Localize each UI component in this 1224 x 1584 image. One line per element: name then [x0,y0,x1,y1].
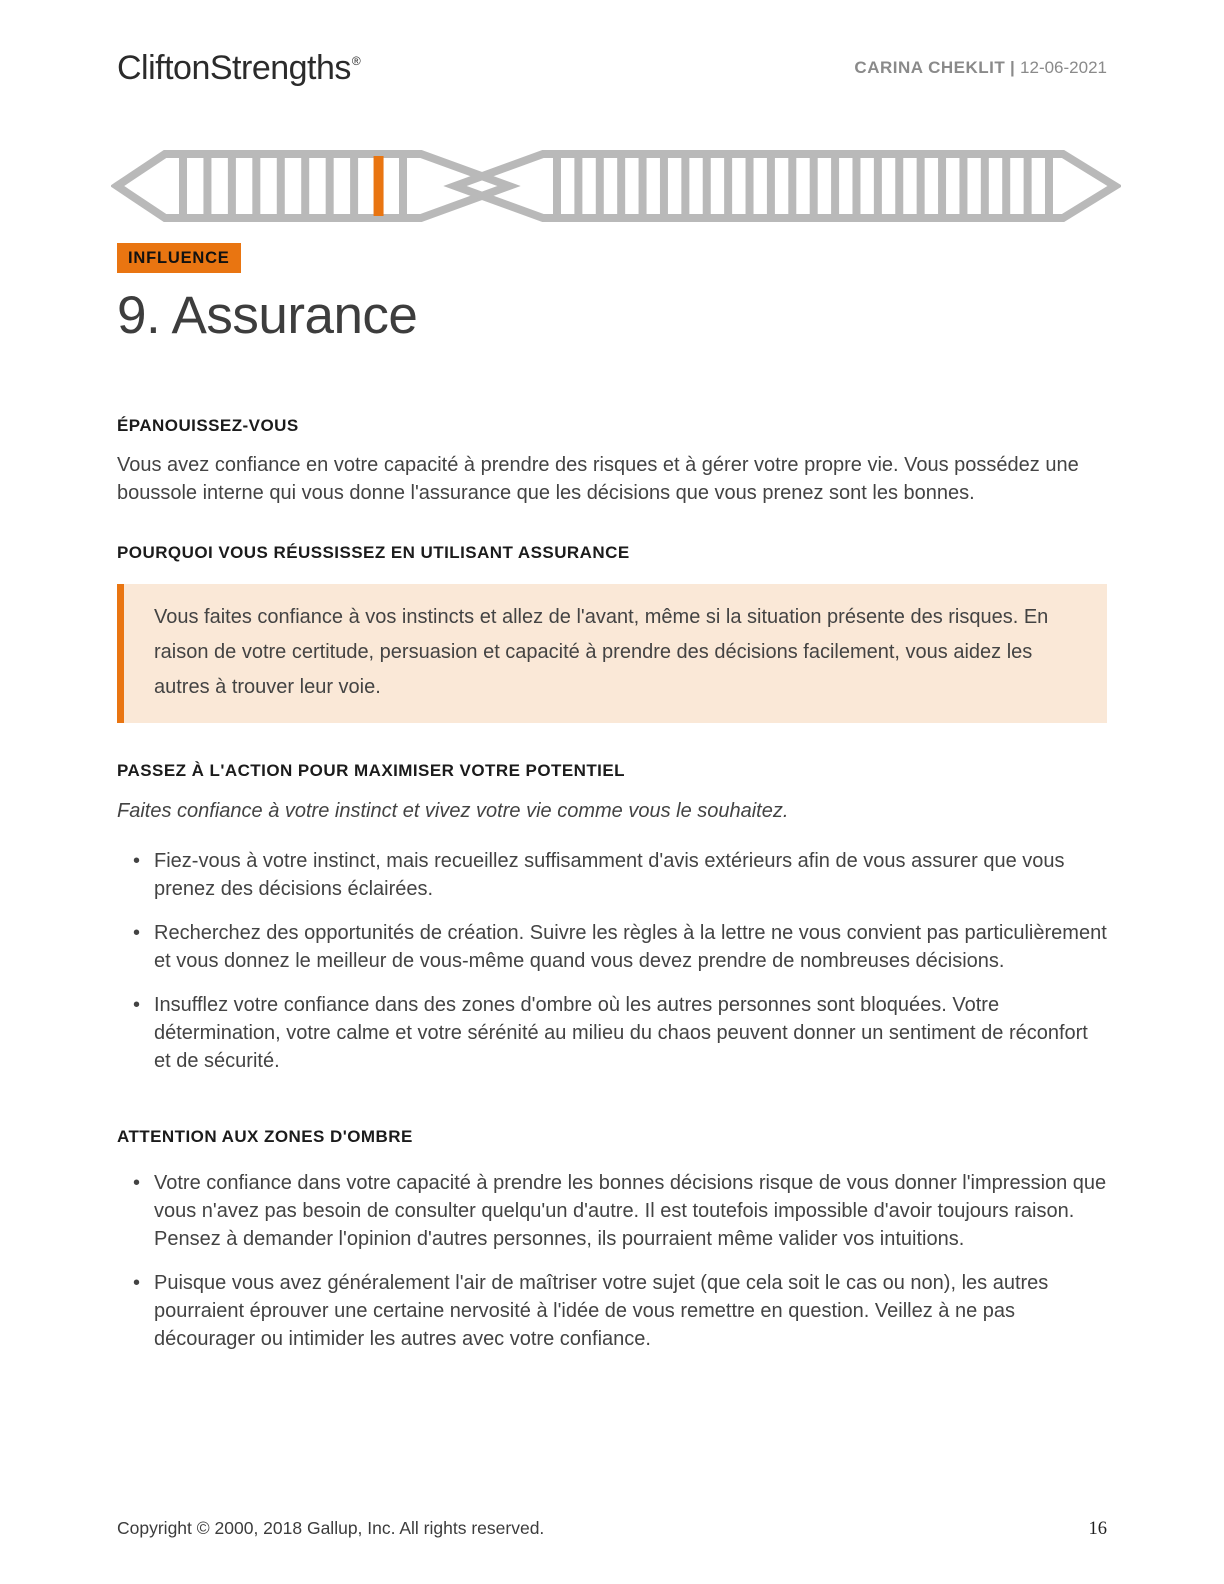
section-take-action-intro: Faites confiance à votre instinct et vivez votre vie comme vous le souhaitez. [117,799,789,822]
blind-spots-bullet-list [117,1169,1107,1353]
section-thrive-body: Vous avez confiance en votre capacité à prendre des risques et à gérer votre propre vie. Vous possédez une boussole interne qui vous donne l'assurance que les décisions que vous prenez sont les bonnes. [117,454,1079,505]
section-blind-spots [117,1091,1107,1369]
section-thrive-heading: ÉPANOUISSEZ-VOUS [117,415,299,435]
list-item: • Insufflez votre confiance dans des zones d'ombre où les autres personnes sont bloquées. Votre détermination, votre calme et votre sérénité au milieu du chaos peuvent donner un sentiment de réconfort et de sécurité. [154,991,1107,1075]
report-owner-name: CARINA CHEKLIT [854,58,1006,77]
logo-text: CliftonStrengths [117,49,351,87]
cliftonstrengths-logo [117,50,360,87]
take-action-bullet-list [117,847,1107,1075]
highlight-callout: Vous faites confiance à vos instincts et allez de l'avant, même si la situation présente des risques. En raison de votre certitude, persuasion et capacité à prendre des décisions facilement, vous aidez les autres à trouver leur voie. [117,584,1107,723]
domain-badge: INFLUENCE [117,243,241,273]
registered-trademark-symbol: ® [351,54,361,68]
page-number: 16 [1088,1519,1107,1539]
copyright-text: Copyright © 2000, 2018 Gallup, Inc. All rights reserved. [117,1518,545,1538]
list-item: • Recherchez des opportunités de création. Suivre les règles à la lettre ne vous convient pas particulièrement et vous donnez le meilleur de vous-même quand vous devez prendre de nombreuses décisions. [154,919,1107,975]
list-item: • Puisque vous avez généralement l'air de maîtriser votre sujet (que cela soit le cas ou non), les autres pourraient éprouver une certaine nervosité à l'idée de vous remettre en question. Veillez à ne pas décourager ou intimider les autres avec votre confiance. [154,1269,1107,1353]
report-date: 12-06-2021 [1020,58,1107,77]
section-take-action [117,725,1107,1090]
section-why-succeed [117,507,1107,725]
section-why-succeed-heading: POURQUOI VOUS RÉUSSISSEZ EN UTILISANT ASSURANCE [117,543,630,563]
meta-separator: | [1010,58,1016,77]
strand-svg [111,143,1121,229]
section-blind-spots-heading: ATTENTION AUX ZONES D'OMBRE [117,1126,413,1146]
page-header [117,50,1107,87]
list-item: • Fiez-vous à votre instinct, mais recueillez suffisamment d'avis extérieurs afin de vous assurer que vous prenez des décisions éclairées. [154,847,1107,903]
page-footer [117,1518,1107,1540]
section-thrive [117,380,1107,507]
theme-rank-strand-graphic [111,143,1107,229]
strand-rungs [183,156,1049,216]
list-item: • Votre confiance dans votre capacité à prendre les bonnes décisions risque de vous donner l'impression que vous n'avez pas besoin de consulter quelqu'un d'autre. Il est toutefois impossible d'avoir toujours raison. Pensez à demander l'opinion d'autres personnes, ils pourraient même valider vos intuitions. [154,1169,1107,1253]
section-take-action-heading: PASSEZ À L'ACTION POUR MAXIMISER VOTRE POTENTIEL [117,761,625,781]
theme-title: 9. Assurance [117,286,418,346]
report-meta [854,50,1107,78]
